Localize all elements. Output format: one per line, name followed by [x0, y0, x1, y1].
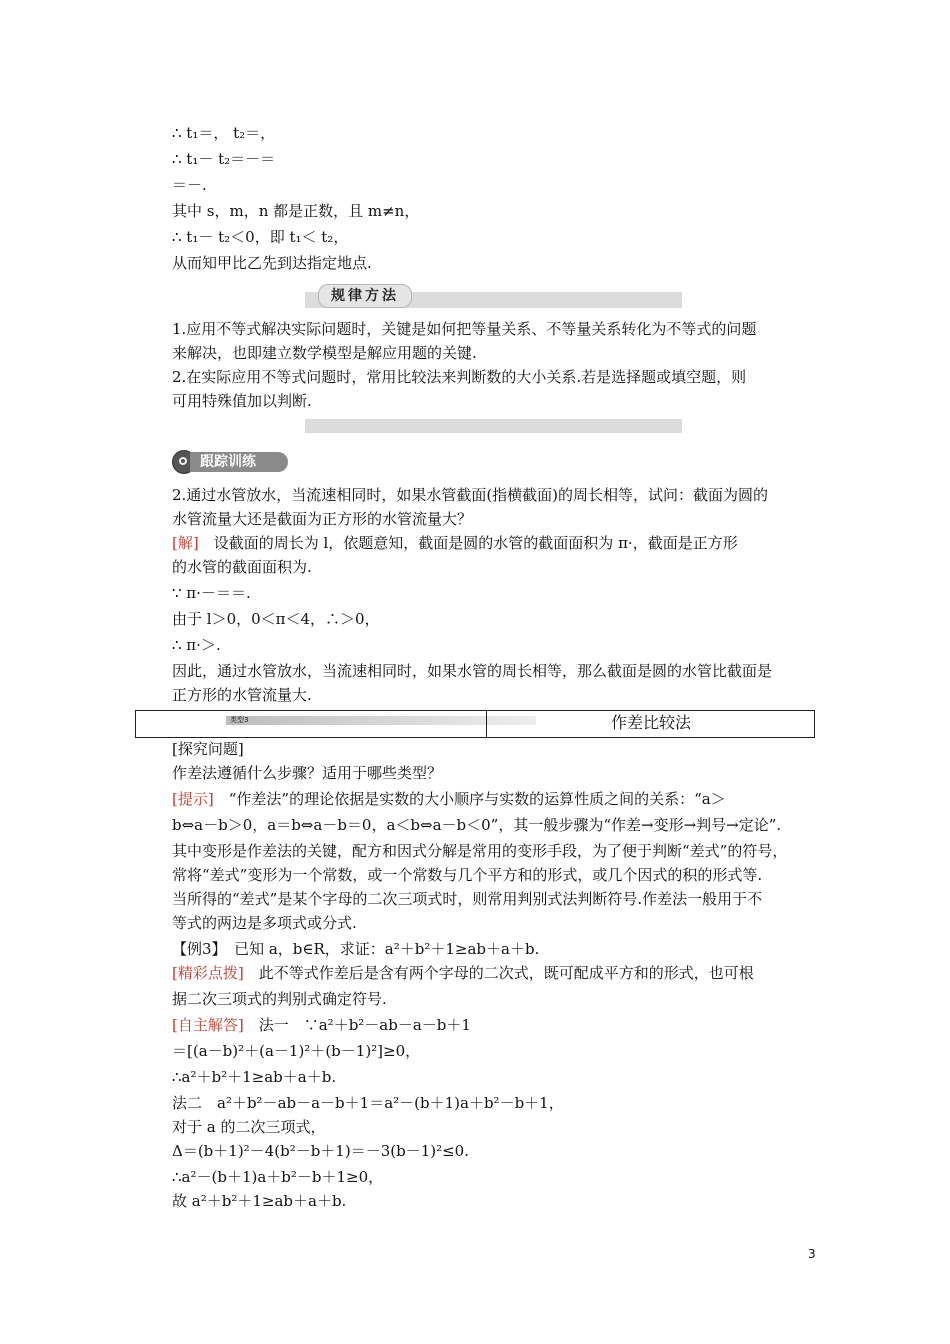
- solution-line: 因此，通过水管放水，当流速相同时，如果水管的周长相等，那么截面是圆的水管比截面是: [172, 662, 773, 680]
- analysis-line: [172, 962, 754, 984]
- answer-line: 法二 a²＋b²－ab－a－b＋1＝a²－(b＋1)a＋b²－b＋1，: [172, 1094, 564, 1112]
- text-line: ∴ t₁－ t₂＝－＝: [172, 150, 276, 168]
- method-p1-line2: 来解决，也即建立数学模型是解应用题的关键.: [172, 344, 477, 362]
- hint-line: 等式的两边是多项式或分式.: [172, 914, 357, 932]
- answer-line: ∴a²－(b＋1)a＋b²－b＋1≥0，: [172, 1168, 384, 1186]
- analysis-line: 据二次三项式的判别式确定符号.: [172, 990, 387, 1008]
- answer-text: 法一 ∵a²＋b²－ab－a－b＋1: [258, 1016, 471, 1034]
- page-number: 3: [808, 1247, 816, 1261]
- analysis-tag: [精彩点拨]: [172, 964, 244, 982]
- method-p2-line2: 可用特殊值加以判断.: [172, 392, 312, 410]
- example-tag: 【例3】: [172, 940, 220, 958]
- answer-line: ∴a²＋b²＋1≥ab＋a＋b.: [172, 1068, 337, 1086]
- tracking-badge: [172, 450, 290, 474]
- method-p1-line1: 1.应用不等式解决实际问题时，关键是如何把等量关系、不等量关系转化为不等式的问题: [172, 320, 757, 338]
- solution-line: 正方形的水管流量大.: [172, 686, 312, 704]
- answer-line: 对于 a 的二次三项式，: [172, 1118, 326, 1136]
- text-line: ∴ t₁＝， t₂＝，: [172, 124, 276, 142]
- hint-line: b⇔a－b＞0，a＝b⇔a－b＝0，a＜b⇔a－b＜0”，其一般步骤为“作差→变形→判号→定论”.: [172, 816, 782, 834]
- answer-line: [172, 1014, 471, 1036]
- answer-line: Δ＝(b＋1)²－4(b²－b＋1)＝－3(b－1)²≤0.: [172, 1142, 469, 1160]
- tracking-label: 跟踪训练: [190, 452, 288, 472]
- explore-question: 作差法遵循什么步骤？适用于哪些类型？: [172, 764, 443, 782]
- solution-line: 由于 l＞0，0＜π＜4，∴＞0，: [172, 610, 380, 628]
- type-tag: 类型3: [226, 716, 536, 725]
- analysis-text: 此不等式作差后是含有两个字母的二次式，既可配成平方和的形式，也可根: [258, 964, 754, 982]
- method-header: 规律方法: [318, 284, 412, 308]
- method-p2-line1: 2.在实际应用不等式问题时，常用比较法来判断数的大小关系.若是选择题或填空题，则: [172, 368, 747, 386]
- hint-text: “作差法”的理论依据是实数的大小顺序与实数的运算性质之间的关系：“a＞: [228, 790, 726, 808]
- hint-line: 常将“差式”变形为一个常数，或一个常数与几个平方和的形式，或几个因式的积的形式等.: [172, 866, 763, 884]
- answer-line: 故 a²＋b²＋1≥ab＋a＋b.: [172, 1192, 347, 1210]
- section-footer-bar: [305, 419, 682, 433]
- hint-line: [172, 788, 726, 810]
- hint-line: 其中变形是作差法的关键，配方和因式分解是常用的变形手段，为了便于判断“差式”的符号，: [172, 842, 788, 860]
- answer-tag: [自主解答]: [172, 1016, 244, 1034]
- solution-line: ∵ π·－＝＝.: [172, 584, 251, 602]
- question-line: 2.通过水管放水，当流速相同时，如果水管截面(指横截面)的周长相等，试问：截面为圆的: [172, 486, 769, 504]
- solution-line: [172, 532, 738, 554]
- hint-line: 当所得的“差式”是某个字母的二次三项式时，则常用判别式法判断符号.作差法一般用于不: [172, 890, 763, 908]
- text-line: ＝－.: [172, 176, 207, 194]
- text-line: 其中 s，m，n 都是正数，且 m≠n，: [172, 202, 420, 220]
- explore-label: [探究问题]: [172, 740, 244, 758]
- hint-tag: [提示]: [172, 790, 214, 808]
- answer-line: ＝[(a－b)²＋(a－1)²＋(b－1)²]≥0，: [172, 1042, 421, 1060]
- solution-tag: [解]: [172, 534, 199, 552]
- solution-line: 的水管的截面面积为.: [172, 558, 312, 576]
- text-line: 从而知甲比乙先到达指定地点.: [172, 254, 372, 272]
- type-title: 作差比较法: [610, 713, 691, 732]
- question-line: 水管流量大还是截面为正方形的水管流量大？: [172, 510, 473, 528]
- type-table: [135, 710, 815, 738]
- example-line: [172, 938, 539, 960]
- solution-line: ∴ π·＞.: [172, 636, 221, 654]
- example-text: 已知 a，b∈R，求证：a²＋b²＋1≥ab＋a＋b.: [234, 940, 540, 958]
- solution-text: 设截面的周长为 l，依题意知，截面是圆的水管的截面面积为 π·，截面是正方形: [213, 534, 738, 552]
- text-line: ∴ t₁－ t₂＜0，即 t₁＜ t₂，: [172, 228, 349, 246]
